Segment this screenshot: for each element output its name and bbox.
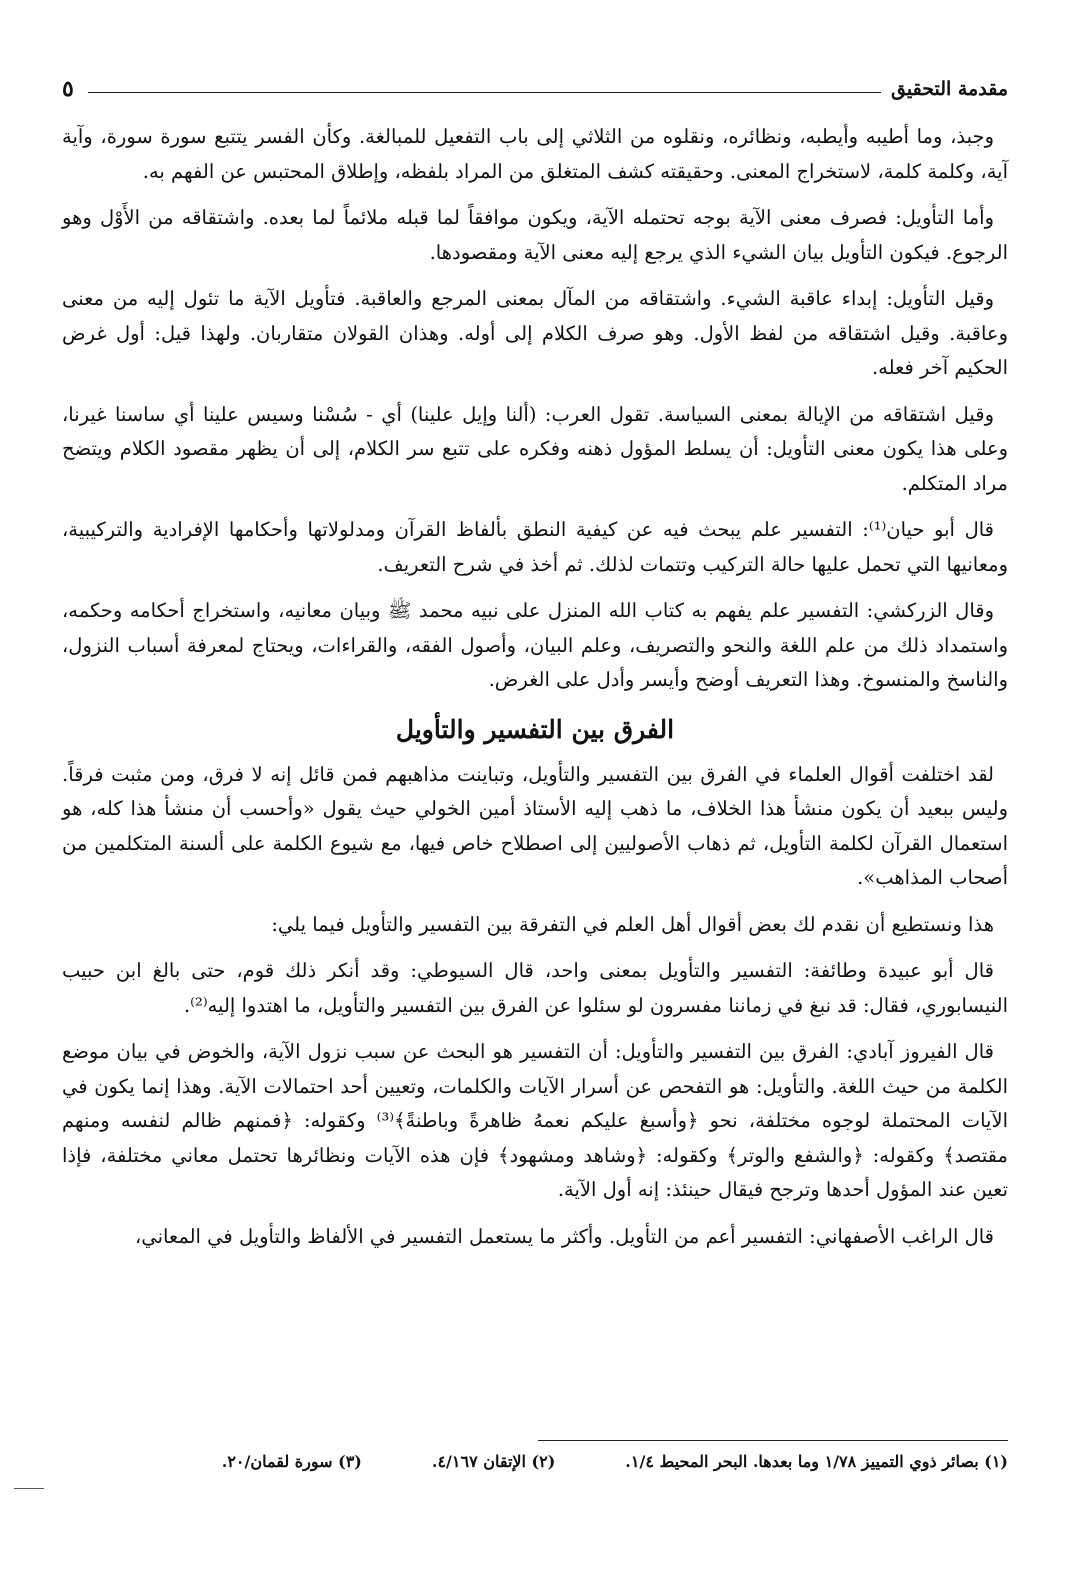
footnote-rule <box>538 1440 1008 1441</box>
paragraph: قال أبو حيان⁽¹⁾: التفسير علم يبحث فيه عن كيفية النطق بألفاظ القرآن ومدلولاتها وأحكامها الإفرادية والتركيبية، ومعانيها التي تحمل عليها حالة التركيب وتتمات لذلك. ثم أخذ في شرح التعريف. <box>62 518 1008 576</box>
paragraph: وأما التأويل: فصرف معنى الآية بوجه تحتمله الآية، ويكون موافقاً لما قبله ملائماً لما بعده. واشتقاقه من الأَوْل وهو الرجوع. فيكون التأويل بيان الشيء الذي يرجع إليه معنى الآية ومقصودها. <box>62 206 1008 264</box>
paragraph: وقيل اشتقاقه من الإيالة بمعنى السياسة. تقول العرب: (ألنا وإيل علينا) أي - سُسْنا وسيس علينا أي ساسنا غيرنا، وعلى هذا يكون معنى التأويل: أن يسلط المؤول ذهنه وفكره على تتبع سر الكلام، إلى أن يظهر مقصود الكلام ويتضح مراد المتكلم. <box>62 402 1008 495</box>
paragraph: قال أبو عبيدة وطائفة: التفسير والتأويل بمعنى واحد، قال السيوطي: وقد أنكر ذلك قوم، حتى بالغ ابن حبيب النيسابوري، فقال: قد نبغ في زماننا مفسرون لو سئلوا عن الفرق بين التفسير والتأويل، ما اهتدوا إليه⁽²⁾. <box>62 959 1008 1017</box>
paragraph: لقد اختلفت أقوال العلماء في الفرق بين التفسير والتأويل، وتباينت مذاهبهم فمن قائل إنه لا فرق، ومن مثبت فرقاً. وليس ببعيد أن يكون منشأ هذا الخلاف، ما ذهب إليه الأستاذ أمين الخولي حيث يقول «وأحسب أن منشأ هذا كله، هو استعمال القرآن لكلمة التأويل، ثم ذهاب الأصوليين إلى اصطلاح خاص فيها، مع شيوع الكلمة على ألسنة المتكلمين من أصحاب المذاهب». <box>62 762 1008 889</box>
paragraph: وقيل التأويل: إبداء عاقبة الشيء. واشتقاقه من المآل بمعنى المرجع والعاقبة. فتأويل الآية ما تئول إليه من معنى وعاقبة. وقيل اشتقاقه من لفظ الأول. وهو صرف الكلام إلى أوله. وهذان القولان متقاربان. ولهذا قيل: أول غرض الحكيم آخر فعله. <box>62 287 1008 379</box>
main-text <box>62 120 1008 1266</box>
paragraph: هذا ونستطيع أن نقدم لك بعض أقوال أهل العلم في التفرقة بين التفسير والتأويل فيما يلي: <box>271 912 994 936</box>
edge-mark <box>14 1488 44 1489</box>
footnotes <box>62 1452 1008 1471</box>
paragraph: وجبذ، وما أطيبه وأيطبه، ونظائره، ونقلوه من الثلاثي إلى باب التفعيل للمبالغة. وكأن الفسر يتتبع سورة سورة، وآية آية، وكلمة كلمة، لاستخراج المعنى. وحقيقته كشف المتغلق من المراد بلفظه، وإطلاق المحتبس عن الفهم به. <box>62 125 1008 183</box>
paragraph: وقال الزركشي: التفسير علم يفهم به كتاب الله المنزل على نبيه محمد ﷺ وبيان معانيه، واستخراج أحكامه وحكمه، واستمداد ذلك من علم اللغة والنحو والتصريف، وعلم البيان، وأصول الفقه، والقراءات، ويحتاج لمعرفة أسباب النزول، والناسخ والمنسوخ. وهذا التعريف أوضح وأيسر وأدل على الغرض. <box>62 599 1008 691</box>
paragraph: قال الراغب الأصفهاني: التفسير أعم من التأويل. وأكثر ما يستعمل التفسير في الألفاظ والتأويل في المعاني، <box>135 1224 994 1248</box>
footnote-1: (١) بصائر ذوي التمييز ١/٧٨ وما بعدها. البحر المحيط ١/٤. <box>625 1452 1008 1471</box>
running-header <box>62 72 1008 106</box>
section-heading: الفرق بين التفسير والتأويل <box>395 714 675 744</box>
header-rule <box>88 92 881 93</box>
footnote-2: (٢) الإتقان ٤/١٦٧. <box>431 1452 556 1471</box>
footnote-3: (٣) سورة لقمان/٢٠. <box>221 1452 362 1471</box>
running-title: مقدمة التحقيق <box>891 78 1008 100</box>
page-number: ٥ <box>62 76 74 102</box>
paragraph: قال الفيروز آبادي: الفرق بين التفسير والتأويل: أن التفسير هو البحث عن سبب نزول الآية، والخوض في بيان موضع الكلمة من حيث اللغة. والتأويل: هو التفحص عن أسرار الآيات والكلمات، وتعيين أحد احتمالات الآية. وهذا إنما يكون في الآيات المحتملة لوجوه مختلفة، نحو ﴿وأسبغ عليكم نعمهُ ظاهرةً وباطنةً﴾⁽³⁾ وكقوله: ﴿فمنهم ظالم لنفسه ومنهم مقتصد﴾ وكقوله: ﴿والشفع والوتر﴾ وكقوله: ﴿وشاهد ومشهود﴾ فإن هذه الآيات ونظائرها تحتمل معاني مختلفة، فإذا تعين عند المؤول أحدها وترجح فيقال حينئذ: إنه أول الآية. <box>62 1040 1009 1201</box>
